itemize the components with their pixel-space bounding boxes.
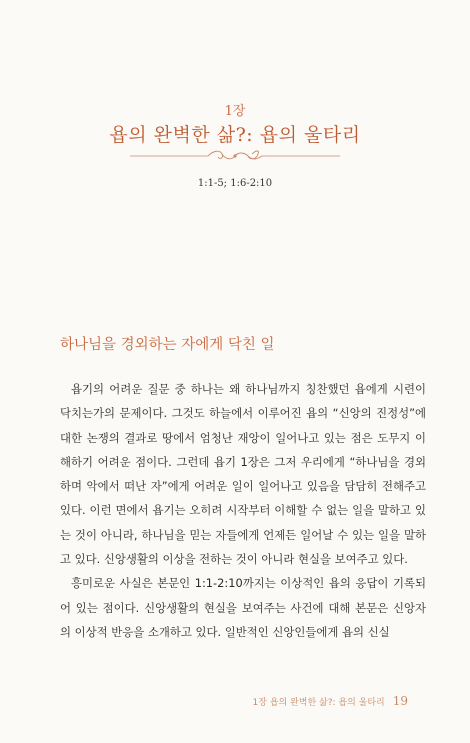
body-paragraph: 흥미로운 사실은 본문인 1:1-2:10까지는 이상적인 욥의 응답이 기록되어 있는 점이다. 신앙생활의 현실을 보여주는 사건에 대해 본문은 신앙자의 이상적 반응을 소개하고 있다. 일반적인 신앙인들에게 욥의 신실 bbox=[60, 576, 426, 639]
page-number: 19 bbox=[392, 694, 408, 708]
body-text bbox=[60, 377, 426, 644]
running-title: 1장 욥의 완벽한 삶?: 욥의 울타리 bbox=[252, 698, 385, 708]
body-paragraph: 욥기의 어려운 질문 중 하나는 왜 하나님까지 칭찬했던 욥에게 시련이 닥치는가의 문제이다. 그것도 하늘에서 이루어진 욥의 “신앙의 진정성”에 대한 논쟁의 결과로 땅에서 엄청난 재앙이 일어나고 있는 점은 도무지 이해하기 어려운 점이다. 그런데 욥기 1장은 그저 우리에게 “하나님을 경외하며 악에서 떠난 자”에게 어려운 일이 일어나고 있음을 담담히 전해주고 있다. 이런 면에서 욥기는 오히려 시작부터 이해할 수 없는 일을 말하고 있는 것이 아니라, 하나님을 믿는 자들에게 언제든 일어날 수 있는 일을 말하고 있다. 신앙생활의 이상을 전하는 것이 아니라 현실을 보여주고 있다. bbox=[60, 382, 426, 567]
ornament-divider-icon bbox=[130, 148, 340, 164]
verse-reference: 1:1-5; 1:6-2:10 bbox=[197, 178, 273, 189]
chapter-title: 욥의 완벽한 삶?: 욥의 울타리 bbox=[109, 124, 361, 146]
section-heading: 하나님을 경외하는 자에게 닥친 일 bbox=[60, 337, 275, 353]
running-footer bbox=[253, 694, 408, 708]
chapter-label: 1장 bbox=[224, 104, 246, 119]
